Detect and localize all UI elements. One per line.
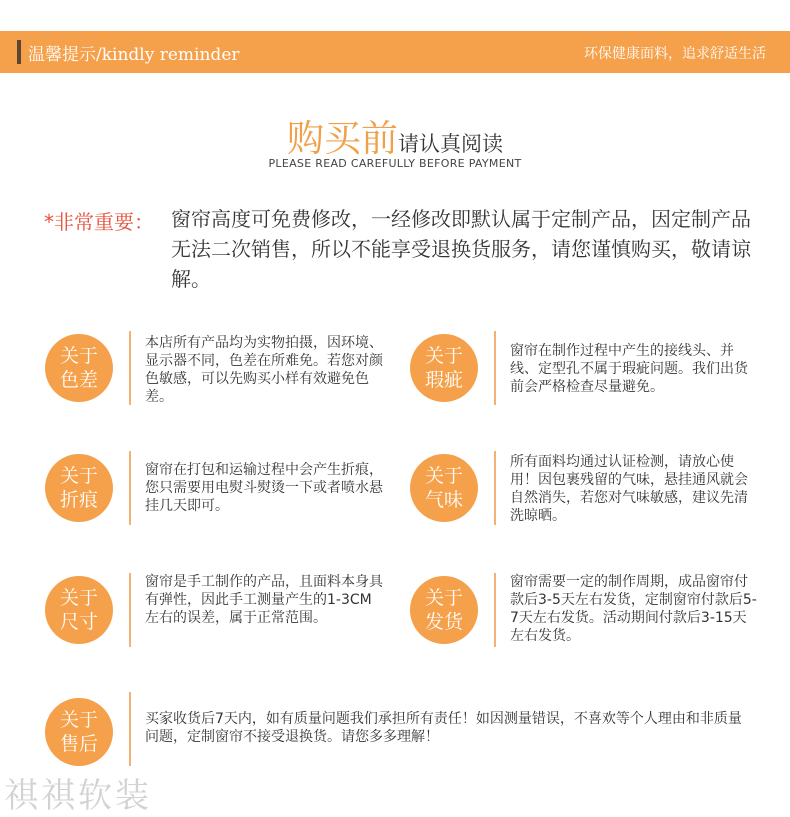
info-item-shipping [410,574,757,656]
item-text: 本店所有产品均为实物拍摄，因环境、显示器不同，色差在所难免。若您对颜色敏感，可以先购买小样有效避免色差。 [145,335,383,405]
item-text: 窗帘是手工制作的产品，且面料本身具有弹性，因此手工测量产生的1-3CM左右的误差，属于正常范围。 [145,574,383,626]
divider-line [129,331,131,405]
badge-line2: 尺寸 [59,611,98,633]
topic-badge [45,454,113,522]
divider-line [129,692,131,766]
divider-line [494,573,496,647]
banner-accent-bar [17,40,21,64]
store-watermark: 祺祺软装 [4,776,152,816]
badge-line2: 瑕疵 [424,369,463,391]
badge-line1: 关于 [424,587,463,609]
badge-line1: 关于 [59,709,98,731]
banner-title: 温馨提示/kindly reminder [28,45,240,65]
badge-line2: 发货 [424,611,463,633]
info-item-aftersales [45,698,765,778]
item-text: 买家收货后7天内，如有质量问题我们承担所有责任！如因测量错误，不喜欢等个人理由和非质量问题，定制窗帘不接受退换货。请您多多理解！ [145,711,742,745]
divider-line [494,331,496,405]
topic-badge [45,698,113,766]
topic-badge [410,334,478,402]
heading-english: PLEASE READ CAREFULLY BEFORE PAYMENT [268,157,522,170]
banner-slogan: 环保健康面料，追求舒适生活 [584,46,766,62]
badge-line2: 色差 [59,369,98,391]
divider-line [129,451,131,525]
topic-badge [410,576,478,644]
divider-line [494,451,496,525]
reminder-banner [0,31,790,73]
badge-line1: 关于 [59,587,98,609]
badge-line1: 关于 [424,345,463,367]
important-text: 窗帘高度可免费修改，一经修改即默认属于定制产品，因定制产品无法二次销售，所以不能享受退换货服务，请您谨慎购买，敬请谅解。 [171,207,751,291]
page-heading [0,108,790,162]
badge-line2: 折痕 [59,489,98,511]
item-text: 所有面料均通过认证检测，请放心使用！因包裹残留的气味，悬挂通风就会自然消失，若您对气味敏感，建议先清洗晾晒。 [510,454,748,524]
topic-badge [45,576,113,644]
item-text: 窗帘在打包和运输过程中会产生折痕，您只需要用电熨斗熨烫一下或者喷水悬挂几天即可。 [145,462,383,514]
badge-line1: 关于 [59,345,98,367]
info-item-size [45,576,385,656]
badge-line2: 气味 [424,489,463,511]
badge-line1: 关于 [424,465,463,487]
topic-badge [45,334,113,402]
topic-badge [410,454,478,522]
info-item-flaw [410,334,750,414]
info-item-crease [45,454,385,534]
important-label: *非常重要： [44,210,154,234]
badge-line2: 售后 [59,733,98,755]
heading-main: 购买前 [287,117,398,160]
heading-sub: 请认真阅读 [398,132,503,156]
item-text: 窗帘在制作过程中产生的接线头、并线、定型孔不属于瑕疵问题。我们出货前会严格检查尽量避免。 [510,343,748,395]
item-text: 窗帘需要一定的制作周期，成品窗帘付款后3-5天左右发货，定制窗帘付款后5-7天左右发货。活动期间付款后3-15天左右发货。 [510,574,757,644]
divider-line [129,573,131,647]
info-item-odor [410,454,750,534]
badge-line1: 关于 [59,465,98,487]
info-item-color [45,334,385,414]
